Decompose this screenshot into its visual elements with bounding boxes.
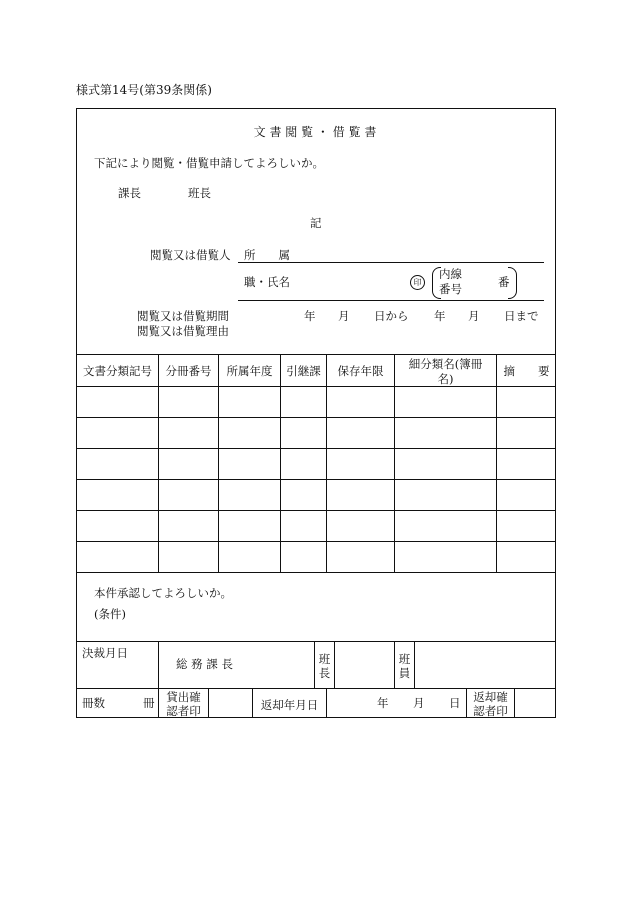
header-retention: 保存年限	[337, 364, 384, 378]
header-subclass-1: 細分類名(簿冊	[408, 357, 483, 371]
name-label: 職・氏名	[244, 275, 290, 289]
header-volume-no: 分冊番号	[165, 364, 212, 378]
ban-label: 番	[498, 275, 510, 289]
bottom2-col-line	[208, 688, 209, 718]
affiliation-label: 所 属	[244, 248, 290, 262]
table-bottom-line	[76, 572, 556, 573]
lend-confirm-1: 貸出確	[166, 690, 201, 704]
form-frame	[76, 108, 556, 718]
header-remarks: 摘 要	[503, 364, 550, 378]
table-row-line	[76, 448, 556, 449]
return-confirm-2: 認者印	[473, 704, 508, 718]
table-col-line	[326, 354, 327, 572]
bottom1-col-line	[334, 641, 335, 688]
general-affairs-chief-label: 総 務 課 長	[176, 657, 233, 671]
period-year2: 年	[434, 309, 446, 323]
bottom2-col-line	[326, 688, 327, 718]
period-until: 日まで	[504, 309, 539, 323]
decision-date-label: 決裁月日	[82, 646, 128, 660]
period-from: 日から	[374, 309, 409, 323]
period-month1: 月	[338, 309, 350, 323]
form-number: 様式第14号(第39条関係)	[76, 83, 212, 97]
extension-label: 内線	[439, 267, 462, 281]
period-label: 閲覧又は借覧期間	[137, 309, 229, 323]
request-text: 下記により閲覧・借覧申請してよろしいか。	[94, 156, 324, 170]
seal-mark: 印	[410, 275, 425, 290]
period-year1: 年	[304, 309, 316, 323]
header-subclass-2: 名)	[437, 372, 454, 386]
conditions-label: (条件)	[94, 607, 126, 621]
borrower-label: 閲覧又は借覧人	[150, 248, 231, 262]
volumes-unit: 冊	[143, 696, 155, 710]
section-chief-label: 課長	[118, 186, 141, 200]
reason-label: 閲覧又は借覧理由	[137, 324, 229, 338]
bottom-mid-line	[76, 688, 556, 689]
return-month: 月	[413, 696, 425, 710]
team-member-char-1: 班	[398, 652, 411, 666]
paren-right	[508, 267, 517, 299]
table-row-line	[76, 479, 556, 480]
return-date-label: 返却年月日	[260, 698, 319, 712]
form-title: 文 書 閲 覧 ・ 借 覧 書	[253, 125, 377, 139]
team-chief-char-2: 長	[318, 666, 331, 680]
return-day: 日	[449, 696, 461, 710]
extension-number-label: 番号	[439, 282, 462, 296]
table-top-line	[76, 354, 556, 355]
bottom1-col-line	[414, 641, 415, 688]
header-doc-class: 文書分類記号	[83, 364, 152, 378]
table-col-line	[158, 354, 159, 572]
bottom1-col-line	[158, 641, 159, 688]
header-transfer-section: 引継課	[286, 364, 321, 378]
bottom-top-line	[76, 641, 556, 642]
table-row-line	[76, 541, 556, 542]
team-member-char-2: 員	[398, 666, 411, 680]
lend-confirm-2: 認者印	[166, 704, 201, 718]
table-col-line	[496, 354, 497, 572]
team-chief-label: 班長	[188, 186, 211, 200]
return-year: 年	[377, 696, 389, 710]
header-fiscal-year: 所属年度	[226, 364, 273, 378]
table-row-line	[76, 417, 556, 418]
name-line	[238, 300, 544, 301]
table-col-line	[280, 354, 281, 572]
ki-label: 記	[310, 216, 322, 230]
approval-text: 本件承認してよろしいか。	[94, 586, 232, 600]
volumes-label: 冊数	[82, 696, 105, 710]
affiliation-line	[238, 262, 544, 263]
bottom2-col-line	[514, 688, 515, 718]
table-col-line	[218, 354, 219, 572]
period-month2: 月	[468, 309, 480, 323]
table-row-line	[76, 510, 556, 511]
team-chief-char-1: 班	[318, 652, 331, 666]
return-confirm-1: 返却確	[473, 690, 508, 704]
